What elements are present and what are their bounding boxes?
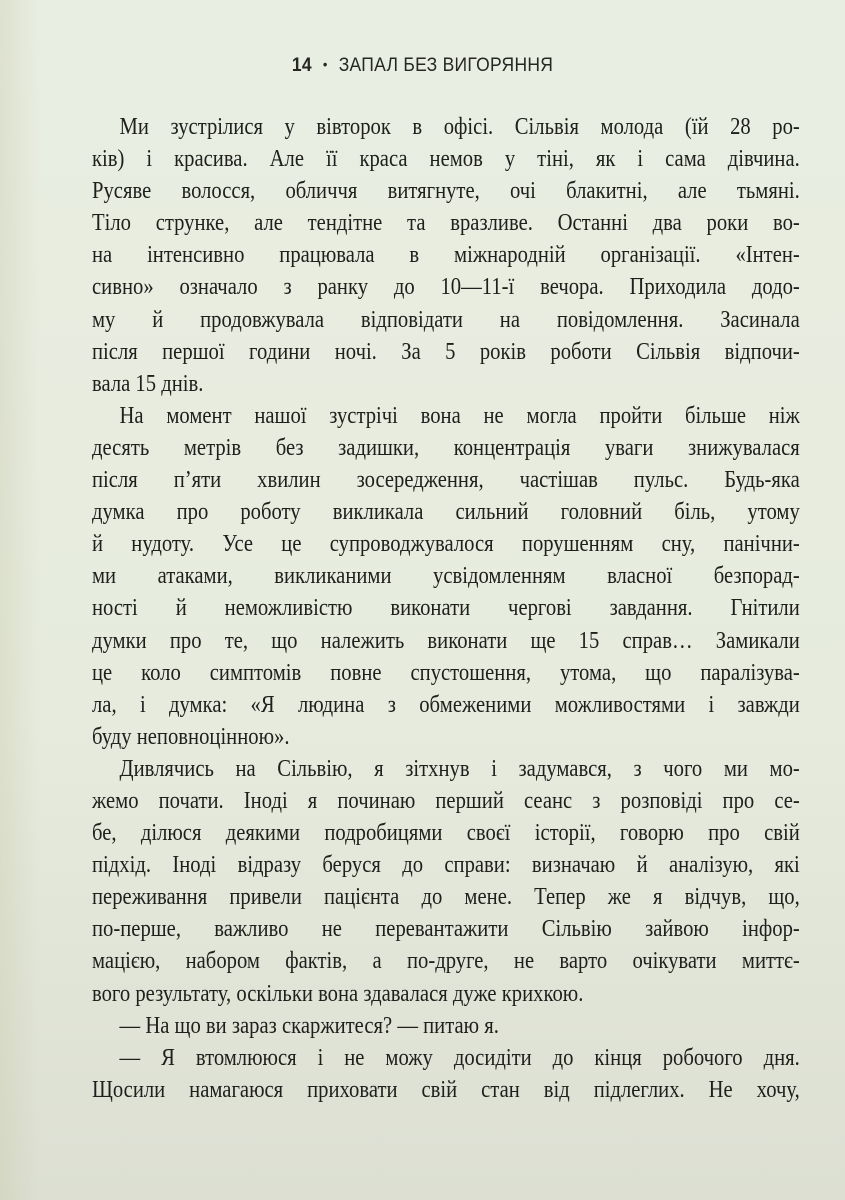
text-line: думка про роботу викликала сильний головний біль, утому xyxy=(92,499,800,526)
separator-bullet-icon: • xyxy=(322,56,328,72)
paragraph xyxy=(92,400,800,753)
body-text xyxy=(92,111,800,1106)
text-line: думки про те, що належить виконати ще 15 справ… Замикали xyxy=(92,627,800,654)
paragraph xyxy=(92,753,800,1010)
text-line: — Я втомлююся і не можу досидіти до кінця робочого дня. xyxy=(119,1044,800,1071)
text-line: бе, ділюся деякими подробицями своєї історії, говорю про свій xyxy=(92,820,800,847)
running-head xyxy=(34,55,811,77)
text-line: — На що ви зараз скаржитеся? — питаю я. xyxy=(119,1012,499,1039)
text-line: ків) і красива. Але її краса немов у тіні, як і сама дівчина. xyxy=(92,146,800,173)
text-line: жемо почати. Іноді я починаю перший сеанс з розповіді про се- xyxy=(92,787,800,814)
text-line: вого результату, оскільки вона здавалася дуже крихкою. xyxy=(92,980,584,1007)
text-line: після першої години ночі. За 5 років роботи Сільвія відпочи- xyxy=(92,338,800,365)
text-line: буду неповноцінною». xyxy=(92,723,290,750)
text-line: На момент нашої зустрічі вона не могла пройти більше ніж xyxy=(119,402,800,429)
text-line: після п’яти хвилин зосередження, частішав пульс. Будь-яка xyxy=(92,467,800,494)
text-line: вала 15 днів. xyxy=(92,370,204,397)
text-line: ності й неможливістю виконати чергові завдання. Гнітили xyxy=(92,595,800,622)
text-line: сивно» означало з ранку до 10—11-ї вечора. Приходила додо- xyxy=(92,274,800,301)
text-line: ла, і думка: «Я людина з обмеженими можливостями і завжди xyxy=(92,691,800,718)
text-line: підхід. Іноді відразу беруся до справи: визначаю й аналізую, які xyxy=(92,852,800,879)
text-line: Дивлячись на Сільвію, я зітхнув і задумався, з чого ми мо- xyxy=(119,755,800,782)
text-line: Русяве волосся, обличчя витягнуте, очі блакитні, але тьмяні. xyxy=(92,178,800,205)
text-line: переживання привели пацієнта до мене. Тепер же я відчув, що, xyxy=(92,884,800,911)
text-line: Ми зустрілися у вівторок в офісі. Сільвія молода (їй 28 ро- xyxy=(119,114,800,140)
text-line: мацією, набором фактів, а по-друге, не варто очікувати миттє- xyxy=(92,948,800,975)
text-line: Тіло струнке, але тендітне та вразливе. Останні два роки во- xyxy=(92,210,800,237)
dialogue-paragraph xyxy=(92,1010,800,1042)
paragraph xyxy=(92,111,800,400)
page-number: 14 xyxy=(291,55,312,76)
text-line: му й продовжувала відповідати на повідомлення. Засинала xyxy=(92,306,800,333)
text-line: по-перше, важливо не перевантажити Сільвію зайвою інфор- xyxy=(92,916,800,943)
text-line: на інтенсивно працювала в міжнародній організації. «Інтен- xyxy=(92,242,800,269)
text-line: десять метрів без задишки, концентрація уваги знижувалася xyxy=(92,434,800,461)
text-line: це коло симптомів повне спустошення, утома, що паралізува- xyxy=(92,659,800,686)
text-line: ми атаками, викликаними усвідомленням власної безпорад- xyxy=(92,563,800,590)
dialogue-paragraph xyxy=(92,1042,800,1106)
book-title: ЗАПАЛ БЕЗ ВИГОРЯННЯ xyxy=(338,55,554,76)
text-line: Щосили намагаюся приховати свій стан від підлеглих. Не хочу, xyxy=(92,1076,800,1103)
text-line: й нудоту. Усе це супроводжувалося порушенням сну, панічни- xyxy=(92,531,800,558)
page-gutter-shadow xyxy=(0,0,40,1200)
